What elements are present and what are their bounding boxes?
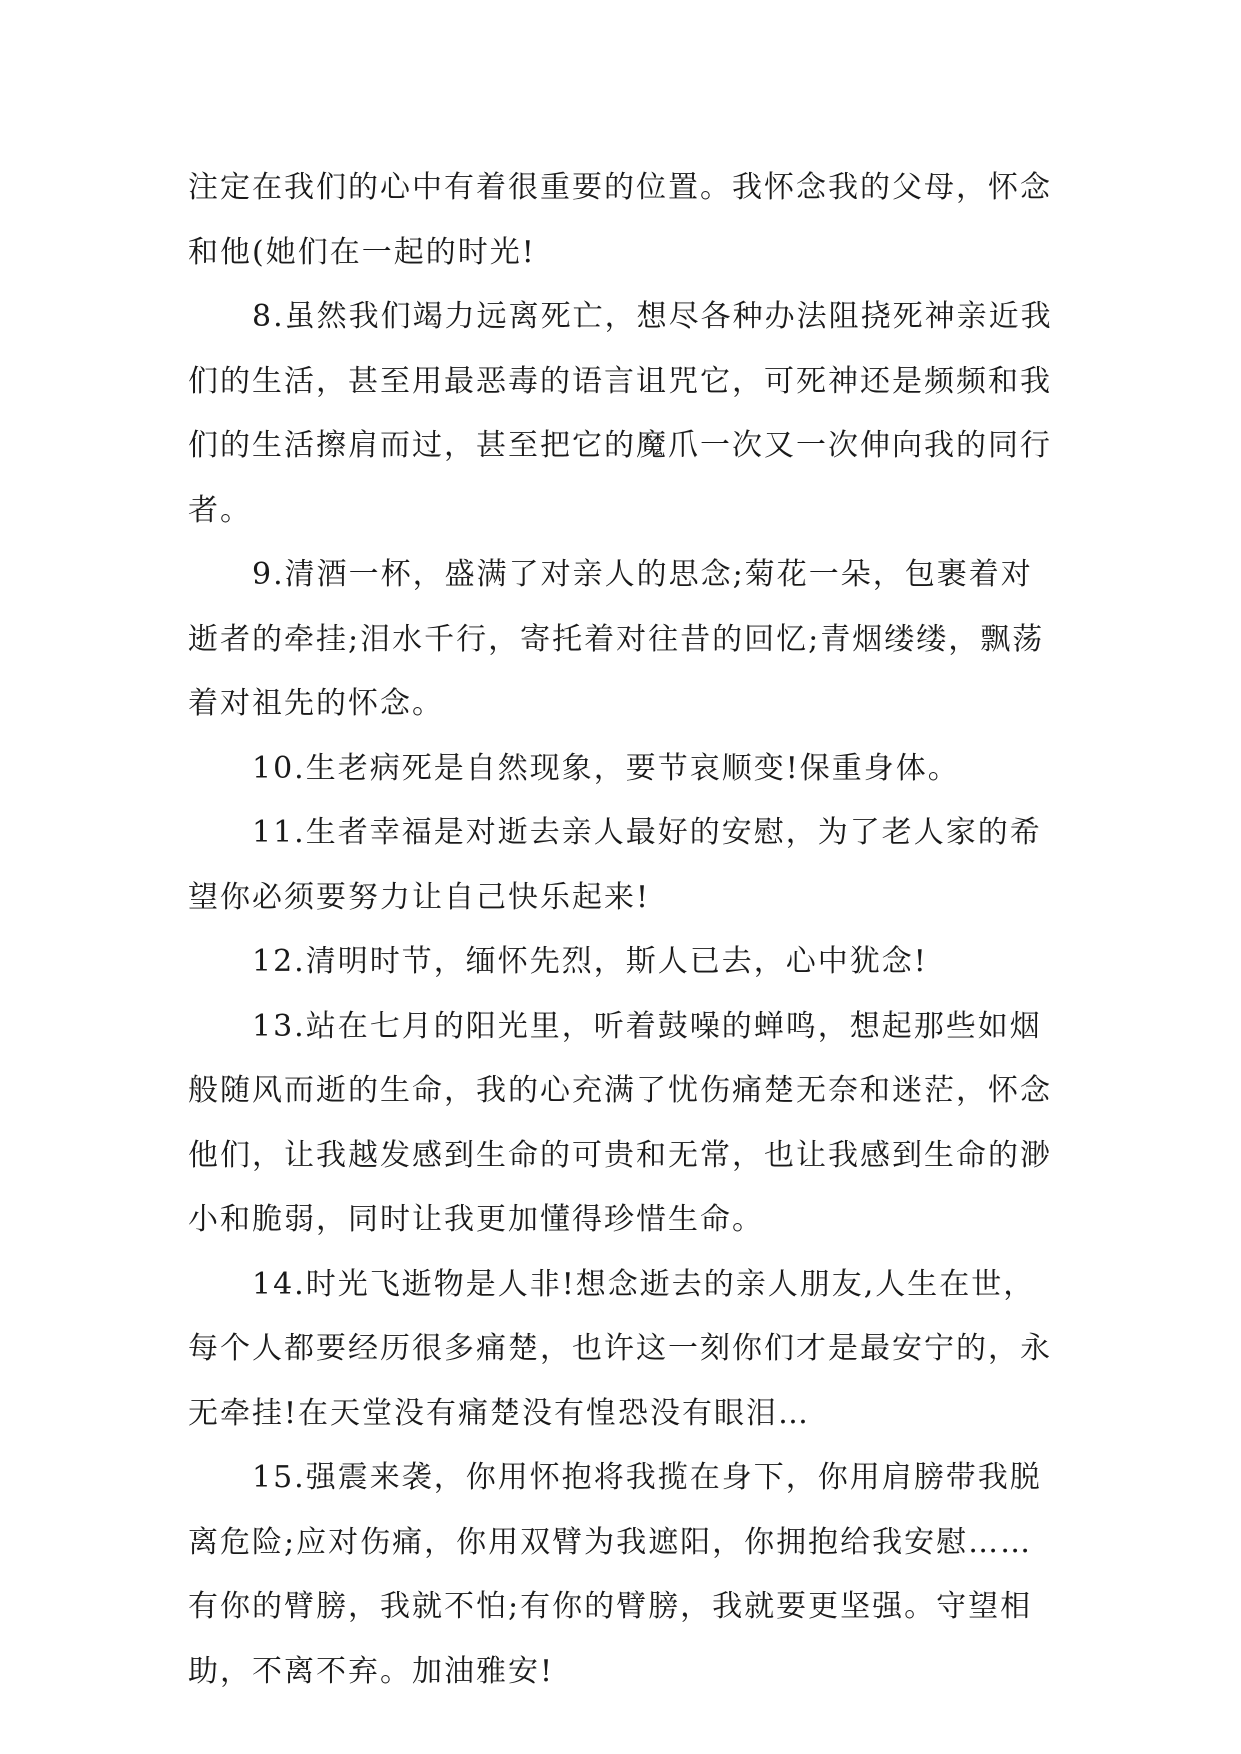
paragraph-item-13: 13.站在七月的阳光里，听着鼓噪的蝉鸣，想起那些如烟般随风而逝的生命，我的心充满了忧伤痛楚无奈和迷茫，怀念他们，让我越发感到生命的可贵和无常，也让我感到生命的渺小和脆弱，同时让我更加懂得珍惜生命。 <box>188 1008 1052 1237</box>
paragraph-item-8: 8.虽然我们竭力远离死亡，想尽各种办法阻挠死神亲近我们的生活，甚至用最恶毒的语言诅咒它，可死神还是频频和我们的生活擦肩而过，甚至把它的魔爪一次又一次伸向我的同行者。 <box>188 299 1053 528</box>
paragraph-item-12: 12.清明时节，缅怀先烈，斯人已去，心中犹念! <box>252 944 928 979</box>
paragraph-item-11: 11.生者幸福是对逝去亲人最好的安慰，为了老人家的希望你必须要努力让自己快乐起来! <box>188 815 1042 915</box>
paragraph-continuation: 注定在我们的心中有着很重要的位置。我怀念我的父母，怀念和他(她们在一起的时光! <box>188 170 1052 270</box>
paragraph-item-15: 15.强震来袭，你用怀抱将我揽在身下，你用肩膀带我脱离危险;应对伤痛，你用双臂为我遮阳，你拥抱给我安慰……有你的臂膀，我就不怕;有你的臂膀，我就要更坚强。守望相助，不离不弃。加油雅安! <box>188 1460 1042 1689</box>
document-body <box>188 156 1054 1704</box>
paragraph-item-10: 10.生老病死是自然现象，要节哀顺变!保重身体。 <box>252 750 960 786</box>
paragraph-item-14: 14.时光飞逝物是人非!想念逝去的亲人朋友,人生在世，每个人都要经历很多痛楚，也许这一刻你们才是最安宁的，永无牵挂!在天堂没有痛楚没有惶恐没有眼泪… <box>188 1266 1052 1431</box>
paragraph-item-9: 9.清酒一杯，盛满了对亲人的思念;菊花一朵，包裹着对逝者的牵挂;泪水千行，寄托着对往昔的回忆;青烟缕缕，飘荡着对祖先的怀念。 <box>188 557 1045 721</box>
